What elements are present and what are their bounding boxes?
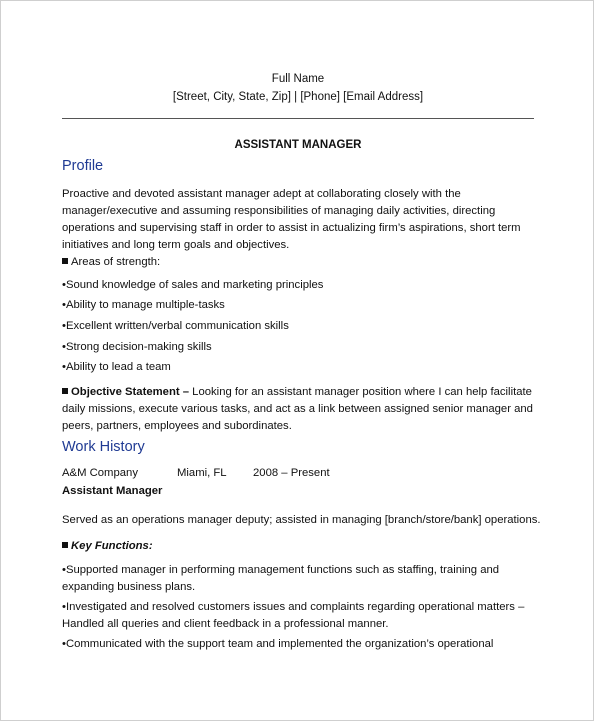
company-name: A&M Company (62, 467, 138, 479)
strength-item: •Strong decision-making skills (62, 341, 212, 353)
employment-dates: 2008 – Present (253, 467, 330, 479)
square-bullet-icon (62, 542, 68, 548)
key-functions-label-row (62, 538, 153, 555)
work-history-heading: Work History (62, 439, 145, 455)
function-line: •Supported manager in performing management functions such as staffing, training and (62, 564, 500, 576)
function-line: •Communicated with the support team and implemented the organization’s operational (62, 638, 494, 650)
objective-text: Looking for an assistant manager position where I can help facilitate (189, 386, 532, 398)
strengths-label: Areas of strength: (71, 256, 161, 268)
header-divider (62, 118, 534, 119)
square-bullet-icon (62, 258, 68, 264)
key-functions-label: Key Functions: (71, 540, 153, 552)
document-title: ASSISTANT MANAGER (234, 139, 362, 151)
profile-summary-line: operations and supervising staff in order to assist in actualizing firm’s aspirations, short term (62, 222, 521, 234)
profile-summary-line: initiatives and long term goals and objectives. (62, 239, 290, 251)
function-line: expanding business plans. (62, 581, 196, 593)
objective-row (62, 384, 532, 401)
strengths-label-row (62, 254, 160, 271)
objective-label: Objective Statement – (71, 386, 190, 398)
objective-line: peers, partners, employees and subordinates. (62, 420, 292, 432)
contact-line: [Street, City, State, Zip] | [Phone] [Email Address] (172, 91, 424, 103)
strength-item: •Sound knowledge of sales and marketing principles (62, 279, 324, 291)
full-name: Full Name (271, 73, 325, 85)
objective-line: daily missions, execute various tasks, and act as a link between assigned senior manager and (62, 403, 533, 415)
strength-item: •Excellent written/verbal communication skills (62, 320, 289, 332)
company-location: Miami, FL (177, 467, 227, 479)
job-description: Served as an operations manager deputy; assisted in managing [branch/store/bank] operations. (62, 514, 541, 526)
strength-item: •Ability to manage multiple-tasks (62, 299, 225, 311)
strength-item: •Ability to lead a team (62, 361, 171, 373)
square-bullet-icon (62, 388, 68, 394)
job-role: Assistant Manager (62, 485, 163, 497)
profile-summary-line: manager/executive and assuming responsibilities of managing daily activities, directing (62, 205, 496, 217)
function-line: Handled all queries and client feedback in a professional manner. (62, 618, 389, 630)
profile-summary-line: Proactive and devoted assistant manager adept at collaborating closely with the (62, 188, 461, 200)
profile-heading: Profile (62, 158, 104, 174)
function-line: •Investigated and resolved customers issues and complaints regarding operational matters – (62, 601, 525, 613)
